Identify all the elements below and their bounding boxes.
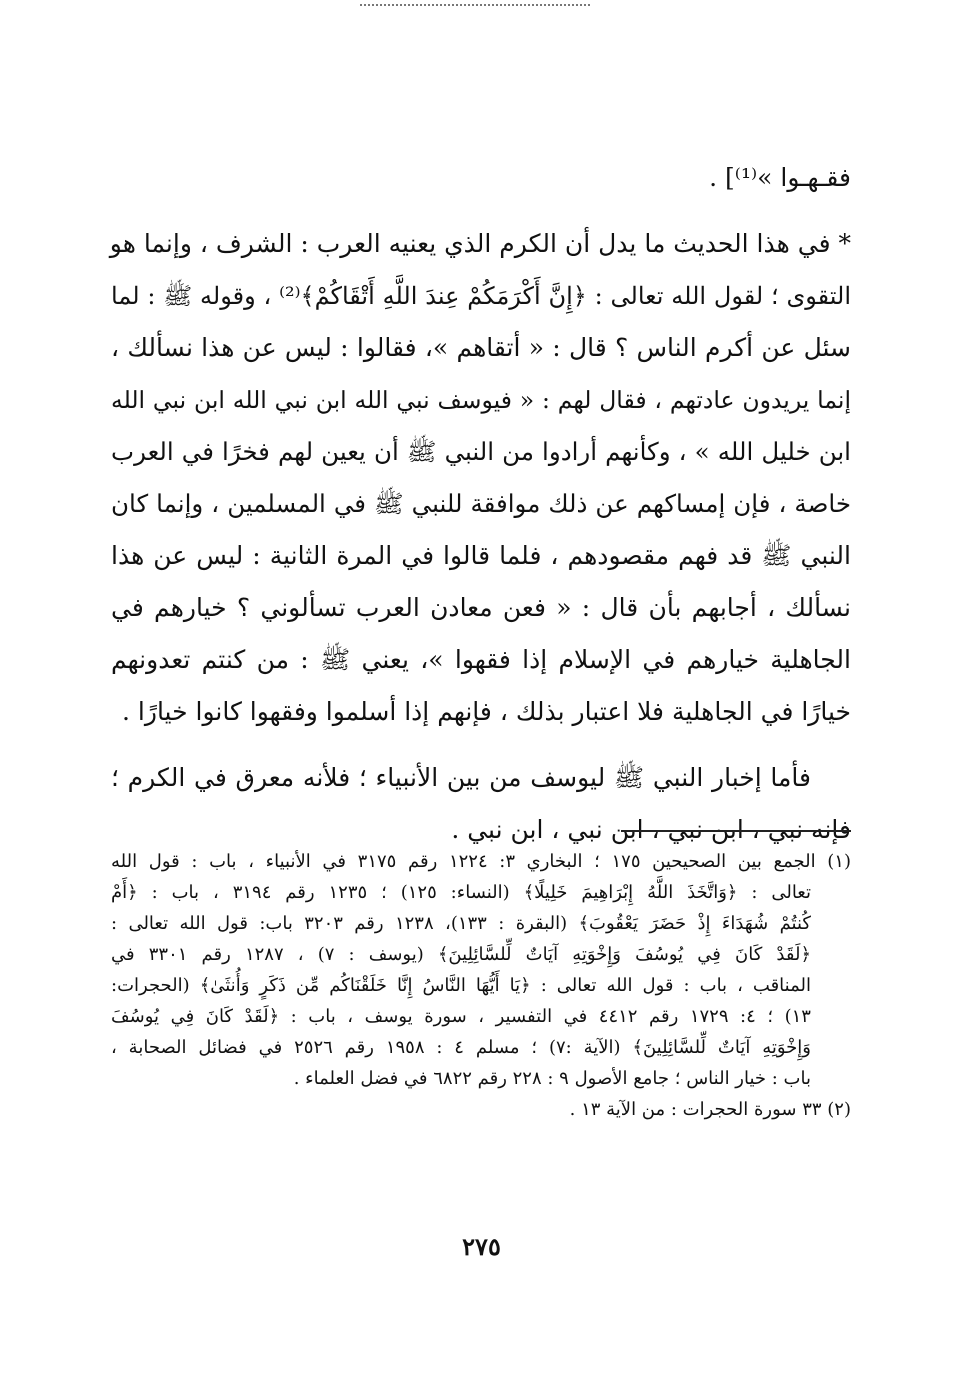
paragraph-2 [111, 752, 851, 856]
footnote-line: ١٣) ؛ ٤: ١٧٢٩ رقم ٤٤١٢ في التفسير ، سورة يوسف ، باب : ﴿لَقَدْ كَانَ فِي يُوسُفَ [111, 1006, 811, 1027]
text-line: فأما إخبار النبي ﷺ ليوسف من بين الأنبياء ؛ فلأنه معرق في الكرم ؛ [111, 763, 811, 792]
continued-line: فقـهـوا »⁽¹⁾] . [709, 163, 851, 192]
text-line: سئل عن أكرم الناس ؟ قال : « أتقاهم »، فقالوا : ليس عن هذا نسألك ، [111, 333, 851, 362]
text-line: * في هذا الحديث ما يدل أن الكرم الذي يعنيه العرب : الشرف ، وإنما هو [109, 229, 851, 258]
paragraph-1 [111, 218, 851, 738]
footnote-line: (٢) ٣٣ سورة الحجرات : من الآية ١٣ . [569, 1099, 851, 1120]
footnote-2 [111, 1094, 851, 1125]
text-line: النبي ﷺ قد فهم مقصودهم ، فلما قالوا في المرة الثانية : ليس عن هذا [111, 541, 851, 570]
footnote-line: وَإِخْوَتِهِ آيَاتٌ لِّلسَّائِلِينَ﴾ (الآية :٧) ؛ مسلم ٤ : ١٩٥٨ رقم ٢٥٢٦ في فضائل الصحابة ، [111, 1037, 811, 1058]
text-line: التقوى ؛ لقول الله تعالى : ﴿إِنَّ أَكْرَمَكُمْ عِندَ اللَّهِ أَتْقَاكُمْ﴾⁽²⁾ ، وقوله ﷺ : لما [111, 282, 851, 310]
text-line: ابن خليل الله » ، وكأنهم أرادوا من النبي ﷺ أن يعين لهم فخرًا في العرب [111, 437, 851, 466]
text-line: الجاهلية خيارهم في الإسلام إذا فقهوا »، يعني ﷺ : من كنتم تعدونهم [111, 645, 851, 674]
text-line: نسألك ، أجابهم بأن قال : « فعن معادن العرب تسألوني ؟ خيارهم في [111, 593, 851, 622]
footnote-line: ﴿لَقَدْ كَانَ فِي يُوسُفَ وَإِخْوَتِهِ آيَاتٌ لِّلسَّائِلِينَ﴾ (يوسف : ٧) ، ١٢٨٧ رقم ٣٣٠١ في [111, 944, 811, 965]
text-line: إنما يريدون عادتهم ، فقال لهم : « فيوسف نبي الله ابن نبي الله ابن نبي الله [111, 386, 851, 414]
top-edge-mark [360, 4, 590, 8]
page-number: ٢٧٥ [462, 1232, 501, 1261]
footnotes [111, 846, 851, 1125]
footnote-line: باب : خيار الناس ؛ جامع الأصول ٩ : ٢٢٨ رقم ٦٨٢٢ في فضل العلماء . [293, 1068, 811, 1089]
footnote-1 [111, 846, 851, 1094]
text-line: فإنه نبي ، ابن نبي ، ابن نبي ، ابن نبي . [451, 815, 851, 844]
text-line: خيارًا في الجاهلية فلا اعتبار بذلك ، فإنهم إذا أسلموا وفقهوا كانوا خيارًا . [122, 697, 851, 726]
footnote-line: المناقب ، باب : قول الله تعالى : ﴿يَا أَيُّهَا النَّاسُ إِنَّا خَلَقْنَاكُم مِّن ذَكَرٍ وَأُنثَىٰ﴾ (الحجرات: [111, 975, 811, 996]
footnote-line: تعالى : ﴿وَاتَّخَذَ اللَّهُ إِبْرَاهِيمَ خَلِيلًا﴾ (النساء: ١٢٥) ؛ ١٢٣٥ رقم ٣١٩٤ ، باب : ﴿أَمْ [111, 882, 811, 903]
footnote-line: كُنتُمْ شُهَدَاءَ إِذْ حَضَرَ يَعْقُوبَ﴾ (البقرة : ١٣٣)، ١٢٣٨ رقم ٣٢٠٣ باب: قول الله تعالى : [111, 913, 811, 934]
footnote-line: (١) الجمع بين الصحيحين ١٧٥ ؛ البخاري ٣: ١٢٢٤ رقم ٣١٧٥ في الأنبياء ، باب : قول الله [111, 851, 851, 872]
text-line: خاصة ، فإن إمساكهم عن ذلك موافقة للنبي ﷺ في المسلمين ، وإنما كان [111, 489, 851, 518]
paragraph-gap [111, 738, 851, 752]
footnote-separator [621, 830, 851, 832]
paragraph-gap [111, 204, 851, 218]
main-text [111, 152, 851, 856]
